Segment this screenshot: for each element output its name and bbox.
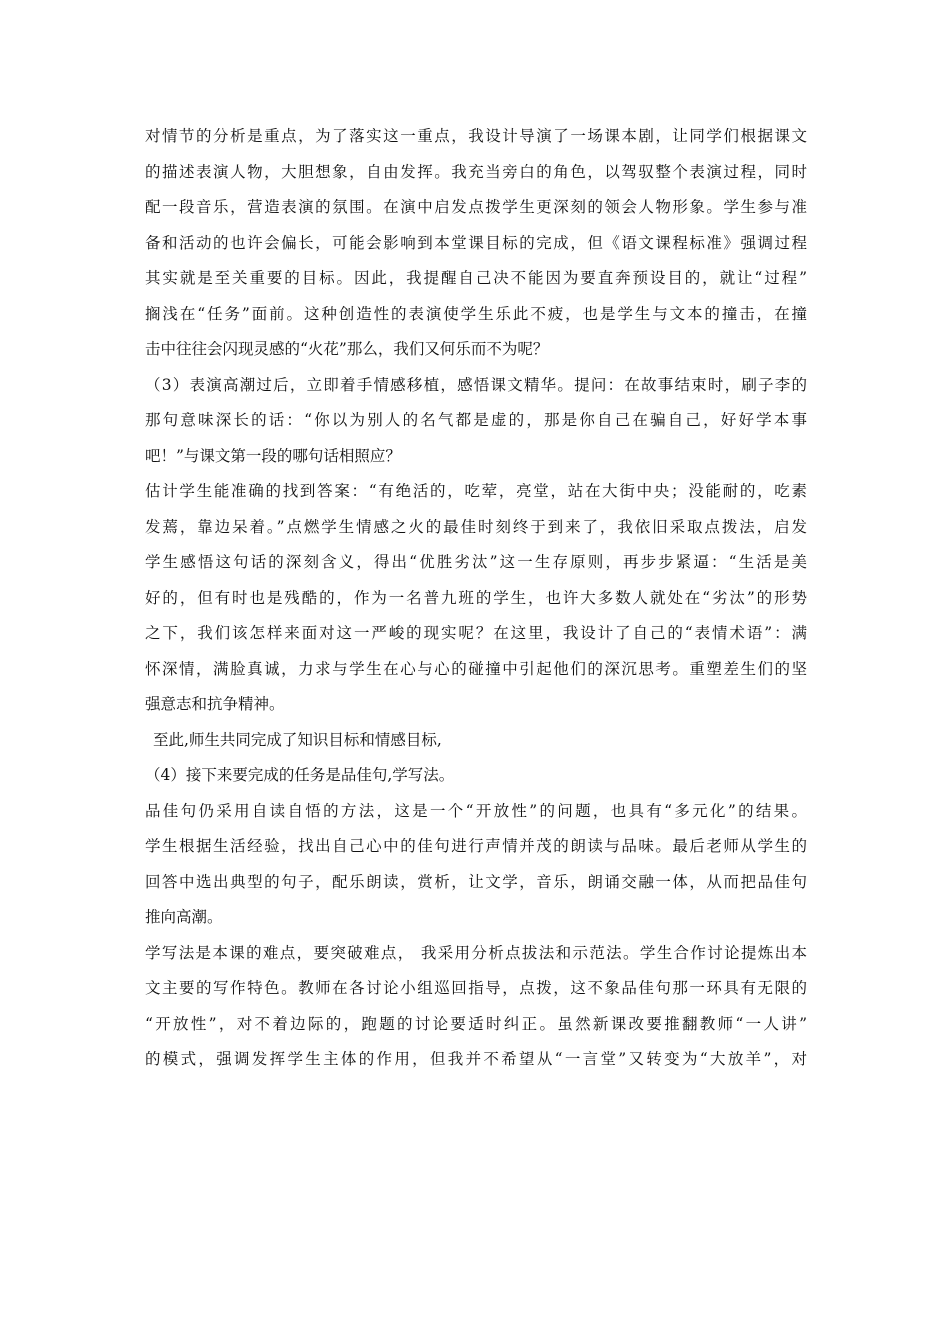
text-line: 搁浅在“任务”面前。这种创造性的表演使学生乐此不疲，也是学生与文本的撞击，在撞 [145, 304, 807, 323]
text-line: 文主要的写作特色。教师在各讨论小组巡回指导，点拨，这不象品佳句那一环具有无限的 [145, 979, 807, 997]
text-line: 学写法是本课的难点，要突破难点， 我采用分析点拔法和示范法。学生合作讨论提炼出本 [145, 943, 807, 962]
text-line: 那句意味深长的话：“你以为别人的名气都是虚的，那是你自己在骗自己，好好学本事 [145, 411, 807, 429]
text-line: 击中往往会闪现灵感的“火花”那么，我们又何乐而不为呢？ [145, 340, 549, 358]
text-line: 回答中选出典型的句子，配乐朗读，赏析，让文学，音乐，朗诵交融一体，从而把品佳句 [145, 872, 807, 891]
text-line: 其实就是至关重要的目标。因此，我提醒自己决不能因为要直奔预设目的，就让“过程” [145, 269, 807, 287]
text-line: 之下，我们该怎样来面对这一严峻的现实呢？在这里，我设计了自己的“表情术语”：满 [145, 624, 807, 642]
text-line: 品佳句仍采用自读自悟的方法，这是一个“开放性”的问题，也具有“多元化”的结果。 [145, 801, 807, 820]
text-line: 备和活动的也许会偏长，可能会影响到本堂课目标的完成，但《语文课程标准》强调过程 [145, 233, 807, 252]
text-line: 吧！”与课文第一段的哪句话相照应？ [145, 446, 401, 465]
text-line: 学生感悟这句话的深刻含义，得出“优胜劣汰”这一生存原则，再步步紧逼：“生活是美 [145, 553, 807, 571]
text-line: “开放性”，对不着边际的，跑题的讨论要适时纠正。虽然新课改要推翻教师“一人讲” [145, 1014, 807, 1033]
text-line: 的模式，强调发挥学生主体的作用，但我并不希望从“一言堂”又转变为“大放羊”，对 [145, 1050, 807, 1068]
text-line: 发蔫，靠边呆着。”点燃学生情感之火的最佳时刻终于到来了，我依旧采取点拨法，启发 [145, 517, 807, 536]
text-line: 对情节的分析是重点，为了落实这一重点，我设计导演了一场课本剧，让同学们根据课文 [145, 127, 807, 145]
text-line: 估计学生能准确的找到答案：“有绝活的，吃荤，亮堂，站在大街中央；没能耐的，吃素 [145, 482, 807, 500]
text-line: 至此,师生共同完成了知识目标和情感目标, [153, 730, 442, 749]
text-line: 怀深情，满脸真诚，力求与学生在心与心的碰撞中引起他们的深沉思考。重塑差生们的坚 [145, 659, 807, 678]
text-line: （3）表演高潮过后，立即着手情感移植，感悟课文精华。提问：在故事结束时，刷子李的 [145, 375, 807, 394]
text-line: 的描述表演人物，大胆想象，自由发挥。我充当旁白的角色，以驾驭整个表演过程，同时 [145, 162, 807, 181]
text-line: 学生根据生活经验，找出自己心中的佳句进行声情并茂的朗读与品味。最后老师从学生的 [145, 837, 807, 855]
text-line: 好的，但有时也是残酷的，作为一名普九班的学生，也许大多数人就处在“劣汰”的形势 [145, 588, 807, 607]
text-line: （4）接下来要完成的任务是品佳句,学写法。 [145, 766, 455, 784]
text-line: 配一段音乐，营造表演的氛围。在演中启发点拨学生更深刻的领会人物形象。学生参与准 [145, 198, 807, 216]
document-body [145, 119, 807, 1078]
text-line: 强意志和抗争精神。 [145, 695, 285, 713]
text-line: 推向高潮。 [145, 908, 223, 926]
